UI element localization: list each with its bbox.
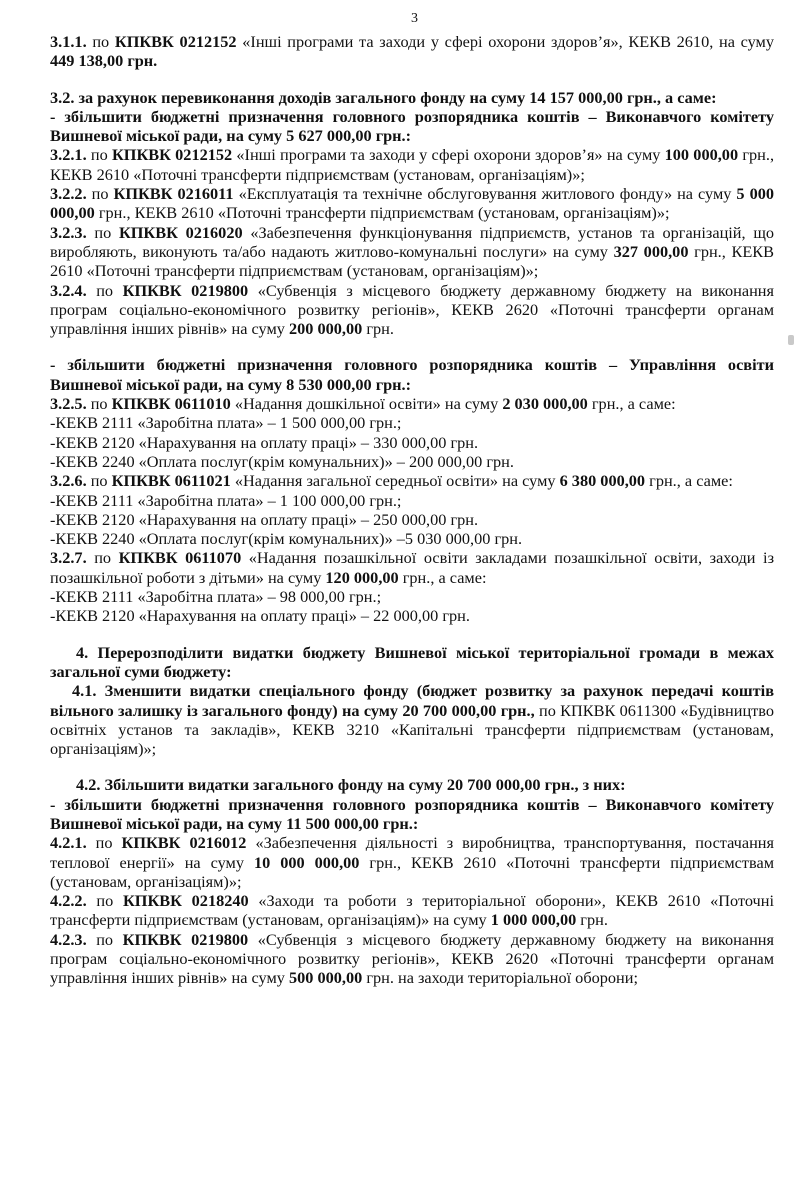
text: «Субвенція з місцевого бюджету державному бюджету на виконання програм соціально-економічного розвитку регіонів», КЕКВ 2620 «Поточні трансферти органам управління інших рівнів» на суму bbox=[50, 929, 774, 988]
bold-text: КПКВК 0218240 bbox=[122, 891, 249, 911]
bold-text: 4. Перерозподілити видатки бюджету Вишневої міської територіальної громади в межах загальної суми бюджету: bbox=[50, 642, 774, 681]
text: по КПКВК 0611300 «Будівництво освітніх установ та закладів», КЕКВ 3210 «Капітальні трансферти підприємствам (установам, організаціям)»; bbox=[50, 700, 774, 759]
text: грн., КЕКВ 2610 «Поточні трансферти підприємствам (установам, організаціям)»; bbox=[50, 852, 774, 891]
text: по bbox=[86, 471, 112, 491]
text: грн., а саме: bbox=[587, 394, 676, 414]
text: грн., а саме: bbox=[398, 567, 487, 587]
text: по bbox=[86, 222, 119, 242]
paragraph bbox=[50, 643, 774, 682]
text: грн., КЕКВ 2610 «Поточні трансферти підприємствам (установам, організаціям)»; bbox=[94, 203, 670, 223]
paragraph bbox=[50, 491, 774, 510]
paragraph bbox=[50, 355, 774, 394]
text: -КЕКВ 2120 «Нарахування на оплату праці» – 22 000,00 грн. bbox=[50, 606, 470, 626]
document-body bbox=[50, 32, 774, 988]
bold-text: 4.2.1. bbox=[50, 833, 87, 853]
text: «Інші програми та заходи у сфері охорони здоров’я», КЕКВ 2610, на суму bbox=[236, 32, 775, 51]
bold-text: КПКВК 0611021 bbox=[111, 471, 231, 491]
bold-text: 327 000,00 bbox=[613, 241, 689, 261]
text: «Експлуатація та технічне обслуговування житлового фонду» на суму bbox=[233, 184, 737, 204]
bold-text: 3.2.4. bbox=[50, 280, 87, 300]
bold-text: 3.2.7. bbox=[50, 548, 87, 568]
bold-text: 6 380 000,00 bbox=[559, 471, 646, 491]
paragraph bbox=[50, 433, 774, 452]
text: «Інші програми та заходи у сфері охорони здоров’я» на суму bbox=[232, 145, 665, 165]
paragraph bbox=[50, 88, 774, 107]
bold-text: 3.2.6. bbox=[50, 471, 87, 491]
paragraph bbox=[50, 145, 774, 184]
text: «Надання загальної середньої освіти» на суму bbox=[230, 471, 560, 491]
paragraph bbox=[50, 223, 774, 281]
bold-text: 4.1. Зменшити видатки спеціального фонду (бюджет розвитку за рахунок передачі коштів вільного залишку із загального фонду) на суму 20 700 000,00 грн., bbox=[50, 681, 774, 720]
text: по bbox=[86, 280, 123, 300]
bold-text: 3.1.1. bbox=[50, 32, 87, 51]
text: грн., КЕКВ 2610 «Поточні трансферти підприємствам (установам, організаціям)»; bbox=[50, 241, 774, 281]
bold-text: 4.2. Збільшити видатки загального фонду на суму 20 700 000,00 грн., з них: bbox=[76, 775, 626, 795]
bold-text: 10 000 000,00 bbox=[253, 852, 360, 872]
bold-text: КПКВК 0611070 bbox=[118, 548, 242, 568]
text: «Субвенція з місцевого бюджету державному бюджету на виконання програм соціально-економічного розвитку регіонів», КЕКВ 2620 «Поточні трансферти органам управління інших рівнів» на суму bbox=[50, 280, 774, 339]
text: -КЕКВ 2111 «Заробітна плата» – 98 000,00 грн.; bbox=[50, 587, 382, 607]
bold-text: 4.2.2. bbox=[50, 891, 87, 911]
bold-text: 2 030 000,00 bbox=[502, 394, 588, 414]
text: грн. bbox=[362, 319, 394, 339]
paragraph bbox=[50, 681, 774, 758]
scan-mark bbox=[788, 335, 794, 345]
bold-text: 500 000,00 bbox=[288, 968, 363, 988]
paragraph bbox=[50, 510, 774, 529]
paragraph bbox=[50, 795, 774, 834]
text: грн. bbox=[576, 910, 608, 930]
paragraph bbox=[50, 471, 774, 490]
text: «Забезпечення функціонування підприємств, установ та організацій, що виробляють, виконують та/або надають житлово-комунальні послуги» на суму bbox=[50, 222, 774, 261]
text: по bbox=[86, 833, 122, 853]
text: «Надання позашкільної освіти закладами позашкільної освіти, заходи із позашкільної роботи з дітьми» на суму bbox=[50, 548, 774, 587]
paragraph bbox=[50, 413, 774, 432]
text: грн. на заходи територіальної оборони; bbox=[362, 968, 638, 988]
text: -КЕКВ 2111 «Заробітна плата» – 1 500 000,00 грн.; bbox=[50, 413, 402, 433]
bold-text: КПКВК 0611010 bbox=[111, 394, 231, 414]
text: по bbox=[86, 548, 119, 568]
bold-text: 4.2.3. bbox=[50, 929, 87, 949]
paragraph-spacer bbox=[50, 626, 774, 643]
text: «Надання дошкільної освіти» на суму bbox=[230, 394, 503, 414]
text: по bbox=[86, 184, 114, 204]
paragraph bbox=[50, 587, 774, 606]
text: по bbox=[86, 145, 112, 165]
paragraph bbox=[50, 394, 774, 413]
paragraph bbox=[50, 775, 774, 794]
paragraph bbox=[50, 606, 774, 625]
page-number: 3 bbox=[411, 11, 418, 26]
bold-text: КПКВК 0219800 bbox=[122, 280, 249, 300]
paragraph-spacer bbox=[50, 758, 774, 775]
bold-text: 5 000 000,00 bbox=[50, 184, 774, 223]
text: -КЕКВ 2240 «Оплата послуг(крім комунальних)» –5 030 000,00 грн. bbox=[50, 529, 523, 549]
paragraph bbox=[50, 529, 774, 548]
text: грн., КЕКВ 2610 «Поточні трансферти підприємствам (установам, організаціям)»; bbox=[50, 145, 775, 184]
bold-text: КПКВК 0219800 bbox=[122, 929, 249, 949]
bold-text: 1 000 000,00 bbox=[490, 910, 577, 930]
paragraph-spacer bbox=[50, 71, 774, 88]
bold-text: 449 138,00 грн. bbox=[50, 51, 158, 71]
paragraph-spacer bbox=[50, 338, 774, 355]
bold-text: КПКВК 0216011 bbox=[113, 184, 234, 204]
bold-text: КПКВК 0216012 bbox=[121, 833, 247, 853]
bold-text: - збільшити бюджетні призначення головного розпорядника коштів – Виконавчого комітету Вишневої міської ради, на суму 5 627 000,00 грн.: bbox=[50, 106, 774, 146]
paragraph bbox=[50, 891, 774, 930]
bold-text: 120 000,00 bbox=[325, 567, 399, 587]
text: -КЕКВ 2240 «Оплата послуг(крім комунальних)» – 200 000,00 грн. bbox=[50, 451, 514, 471]
text: -КЕКВ 2120 «Нарахування на оплату праці» – 330 000,00 грн. bbox=[50, 432, 479, 452]
text: по bbox=[86, 929, 123, 949]
bold-text: 3.2.5. bbox=[50, 394, 87, 414]
bold-text: КПКВК 0216020 bbox=[118, 222, 243, 242]
bold-text: 3.2.2. bbox=[50, 184, 87, 204]
paragraph bbox=[50, 930, 774, 988]
bold-text: - збільшити бюджетні призначення головного розпорядника коштів – Управління освіти Вишневої міської ради, на суму 8 530 000,00 грн.: bbox=[50, 355, 774, 394]
bold-text: 100 000,00 bbox=[664, 145, 739, 165]
bold-text: 3.2.1. bbox=[50, 145, 87, 165]
paragraph bbox=[50, 281, 774, 339]
bold-text: КПКВК 0212152 bbox=[114, 32, 237, 51]
text: «Заходи та роботи з територіальної оборони», КЕКВ 2610 «Поточні трансферти підприємствам (установам, організаціям)» на суму bbox=[50, 891, 774, 930]
text: «Забезпечення діяльності з виробництва, транспортування, постачання теплової енергії» на суму bbox=[50, 833, 775, 872]
text: -КЕКВ 2111 «Заробітна плата» – 1 100 000,00 грн.; bbox=[50, 490, 402, 510]
text: по bbox=[86, 394, 112, 414]
bold-text: 3.2. за рахунок перевиконання доходів загального фонду на суму 14 157 000,00 грн., а саме: bbox=[50, 87, 717, 107]
paragraph bbox=[50, 107, 774, 146]
paragraph bbox=[50, 184, 774, 223]
text: -КЕКВ 2120 «Нарахування на оплату праці» – 250 000,00 грн. bbox=[50, 509, 479, 529]
bold-text: - збільшити бюджетні призначення головного розпорядника коштів – Виконавчого комітету Вишневої міської ради, на суму 11 500 000,00 грн.: bbox=[50, 794, 774, 833]
paragraph bbox=[50, 833, 774, 891]
bold-text: 200 000,00 bbox=[288, 319, 363, 339]
bold-text: КПКВК 0212152 bbox=[111, 145, 233, 165]
paragraph bbox=[50, 548, 774, 587]
text: грн., а саме: bbox=[645, 471, 733, 491]
text: по bbox=[86, 32, 115, 51]
paragraph bbox=[50, 452, 774, 471]
text: по bbox=[86, 891, 123, 911]
bold-text: 3.2.3. bbox=[50, 222, 87, 242]
paragraph bbox=[50, 32, 774, 71]
